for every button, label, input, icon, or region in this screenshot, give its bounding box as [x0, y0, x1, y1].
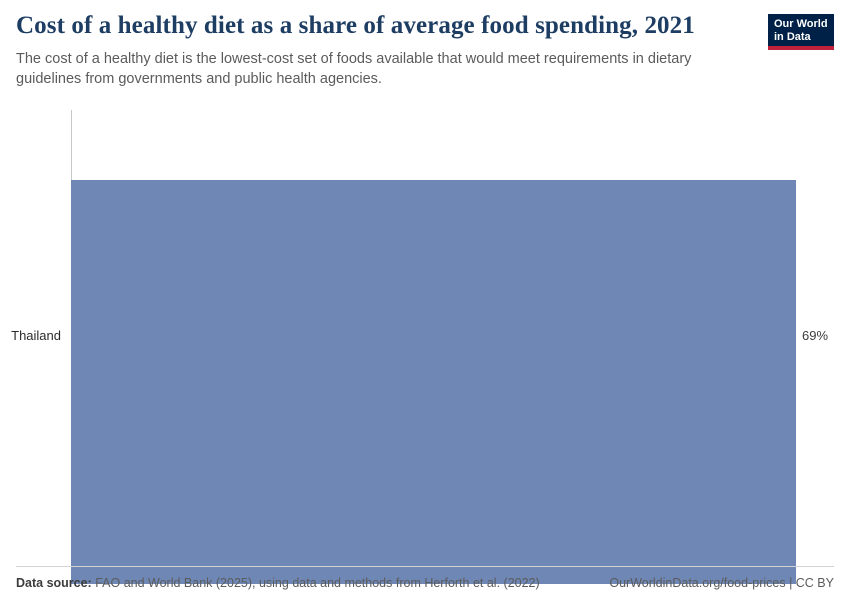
bar-thailand[interactable] — [71, 180, 796, 584]
owid-logo-line-2: in Data — [774, 30, 811, 43]
page-title: Cost of a healthy diet as a share of average food spending, 2021 — [16, 12, 695, 39]
data-source-label: Data source: — [16, 576, 92, 590]
attribution-link[interactable]: OurWorldinData.org/food-prices | CC BY — [609, 576, 834, 590]
chart-header — [16, 12, 834, 89]
owid-logo-line-1: Our World — [774, 18, 828, 30]
chart-footer — [16, 566, 834, 590]
data-source-text: FAO and World Bank (2025), using data and methods from Herforth et al. (2022) — [95, 576, 540, 590]
bar-category-label: Thailand — [11, 328, 61, 343]
bar-row — [0, 110, 850, 553]
data-source — [16, 576, 540, 590]
owid-logo[interactable] — [768, 14, 834, 50]
bar-value-label: 69% — [802, 328, 829, 343]
chart-subtitle: The cost of a healthy diet is the lowest-cost set of foods available that would meet requirements in dietary guidelines from governments and public health agencies. — [16, 50, 692, 87]
plot-area — [0, 110, 850, 555]
